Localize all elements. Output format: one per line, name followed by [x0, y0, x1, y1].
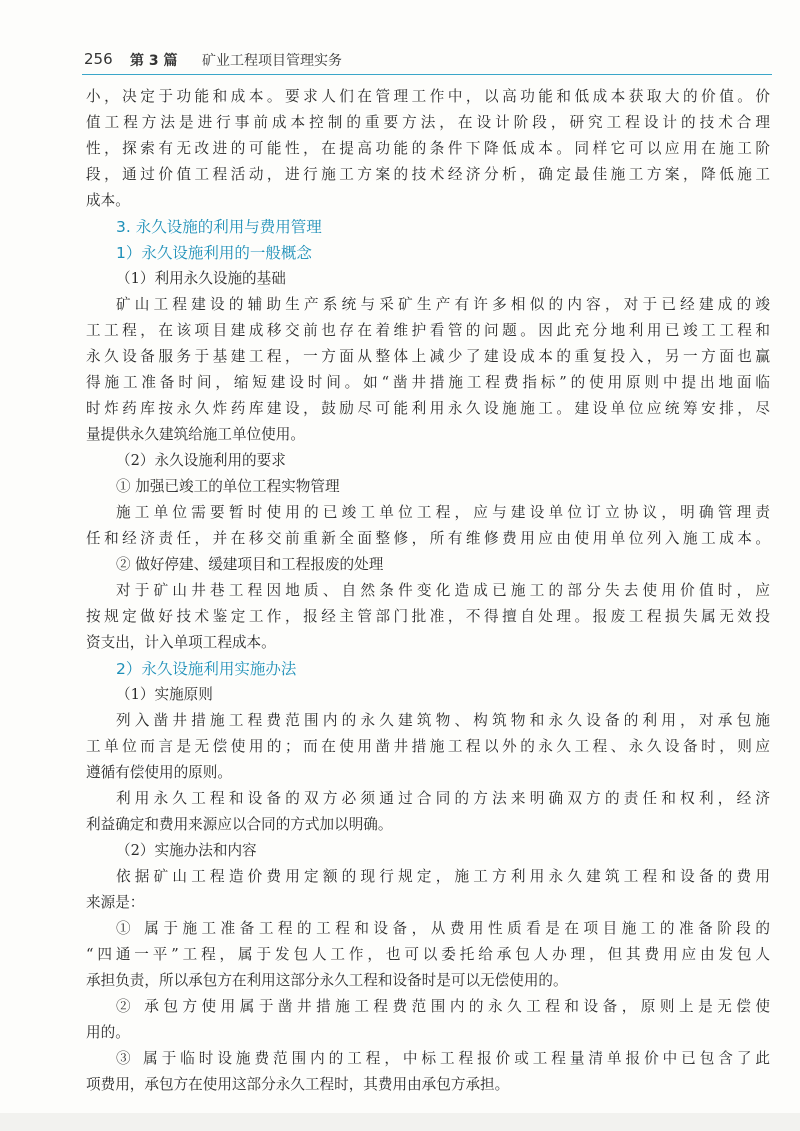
sub-heading: （2）永久设施利用的要求: [116, 452, 286, 469]
paragraph-line: 资支出，计入单项工程成本。: [86, 634, 276, 651]
section-heading: 2）永久设施利用实施办法: [116, 660, 297, 678]
paragraph-line: 小，决定于功能和成本。要求人们在管理工作中，以高功能和低成本获取大的价值。价: [86, 88, 770, 105]
section-heading: 1）永久设施利用的一般概念: [116, 244, 312, 262]
paragraph-line: 成本。: [86, 192, 130, 209]
page-header: [82, 48, 772, 75]
paragraph-line: 依据矿山工程造价费用定额的现行规定，施工方利用永久建筑工程和设备的费用: [116, 868, 770, 885]
paragraph-line: 来源是：: [86, 894, 145, 911]
paragraph-line: “四通一平”工程，属于发包人工作，也可以委托给承包人办理，但其费用应由发包人: [86, 946, 770, 963]
paragraph-line: 得施工准备时间，缩短建设时间。如“凿井措施工程费指标”的使用原则中提出地面临: [86, 374, 770, 391]
paragraph-line: 对于矿山井巷工程因地质、自然条件变化造成已施工的部分失去使用价值时，应: [116, 582, 770, 599]
paragraph-line: 值工程方法是进行事前成本控制的重要方法，在设计阶段，研究工程设计的技术合理: [86, 114, 770, 131]
paragraph-line: 承担负责，所以承包方在利用这部分永久工程和设备时是可以无偿使用的。: [86, 972, 568, 989]
paragraph-line: 利用永久工程和设备的双方必须通过合同的方法来明确双方的责任和权利，经济: [116, 790, 770, 807]
paragraph-line: 施工单位需要暂时使用的已竣工单位工程，应与建设单位订立协议，明确管理责: [116, 504, 770, 521]
paragraph-line: 工工程，在该项目建成移交前也存在着维护看管的问题。因此充分地利用已竣工工程和: [86, 322, 770, 339]
sub-heading: ② 做好停建、缓建项目和工程报废的处理: [116, 556, 384, 573]
paragraph-line: 工单位而言是无偿使用的；而在使用凿井措施工程以外的永久工程、永久设备时，则应: [86, 738, 770, 755]
paragraph-line: 项费用，承包方在使用这部分永久工程时，其费用由承包方承担。: [86, 1076, 510, 1093]
page-bottom-edge: [0, 1113, 800, 1131]
paragraph-line: 永久设备服务于基建工程，一方面从整体上减少了建设成本的重复投入，另一方面也赢: [86, 348, 770, 365]
sub-heading: （1）实施原则: [116, 686, 213, 703]
paragraph-line: ③ 属于临时设施费范围内的工程，中标工程报价或工程量清单报价中已包含了此: [116, 1050, 770, 1067]
paragraph-line: ① 属于施工准备工程的工程和设备，从费用性质看是在项目施工的准备阶段的: [116, 920, 770, 937]
part-title: 矿业工程项目管理实务: [202, 53, 342, 69]
paragraph-line: 任和经济责任，并在移交前重新全面整修，所有维修费用应由使用单位列入施工成本。: [86, 530, 770, 547]
paragraph-line: 性，探索有无改进的可能性，在提高功能的条件下降低成本。同样它可以应用在施工阶: [86, 140, 770, 157]
paragraph-line: 时炸药库按永久炸药库建设，鼓励尽可能利用永久设施施工。建设单位应统筹安排，尽: [86, 400, 770, 417]
sub-heading: （2）实施办法和内容: [116, 842, 257, 859]
paragraph-line: 利益确定和费用来源应以合同的方式加以明确。: [86, 816, 393, 833]
paragraph-line: 按规定做好技术鉴定工作，报经主管部门批准，不得擅自处理。报废工程损失属无效投: [86, 608, 770, 625]
paragraph-line: 用的。: [86, 1024, 130, 1041]
sub-heading: ① 加强已竣工的单位工程实物管理: [116, 478, 340, 495]
section-heading: 3. 永久设施的利用与费用管理: [116, 218, 322, 236]
paragraph-line: 量提供永久建筑给施工单位使用。: [86, 426, 305, 443]
page-number: 256: [84, 50, 113, 68]
paragraph-line: 段，通过价值工程活动，进行施工方案的技术经济分析，确定最佳施工方案，降低施工: [86, 166, 770, 183]
paragraph-line: 遵循有偿使用的原则。: [86, 764, 232, 781]
paragraph-line: 矿山工程建设的辅助生产系统与采矿生产有许多相似的内容，对于已经建成的竣: [116, 296, 770, 313]
part-label: 第 3 篇: [130, 53, 178, 69]
sub-heading: （1）利用永久设施的基础: [116, 270, 286, 287]
paragraph-line: ② 承包方使用属于凿井措施工程费范围内的永久工程和设备，原则上是无偿使: [116, 998, 770, 1015]
page-body: [86, 84, 770, 1098]
paragraph-line: 列入凿井措施工程费范围内的永久建筑物、构筑物和永久设备的利用，对承包施: [116, 712, 770, 729]
